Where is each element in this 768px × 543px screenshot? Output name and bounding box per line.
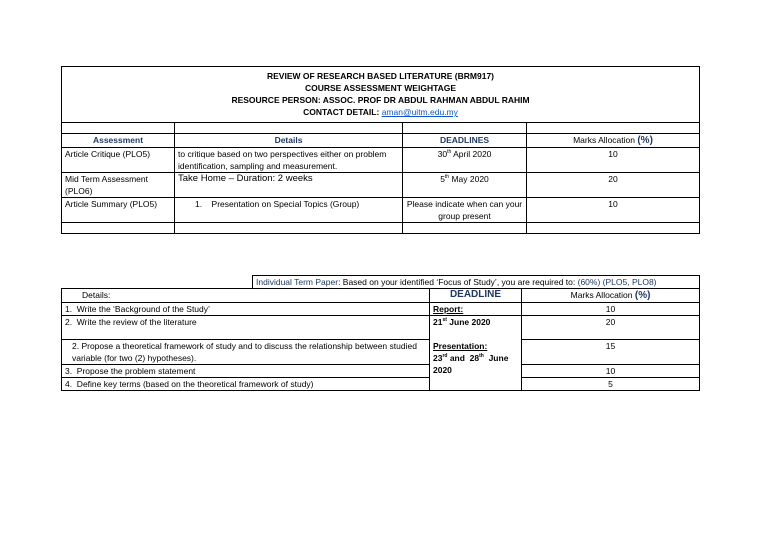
task-1-marks: 10 bbox=[522, 303, 700, 316]
assessment-table bbox=[61, 66, 700, 234]
header-details: Details: bbox=[62, 289, 430, 303]
row1-details: to critique based on two perspectives either on problem identification, sampling and measurement. bbox=[175, 148, 403, 173]
row2-deadline: 5th May 2020 bbox=[403, 173, 527, 198]
header-marks: Marks Allocation (%) bbox=[527, 134, 700, 148]
report-deadline: Report: bbox=[430, 303, 522, 316]
presentation-date: 23rd and 28th June bbox=[433, 352, 509, 363]
task-5: 4. Define key terms (based on the theoretical framework of study) bbox=[62, 378, 430, 391]
task-3-marks: 15 bbox=[522, 340, 700, 365]
row1-marks: 10 bbox=[527, 148, 700, 173]
header-assessment: Assessment bbox=[62, 134, 175, 148]
task-2: 2. Write the review of the literature bbox=[62, 316, 430, 340]
task-5-marks: 5 bbox=[522, 378, 700, 391]
row2-marks: 20 bbox=[527, 173, 700, 198]
table-row bbox=[62, 316, 700, 340]
header-deadlines: DEADLINES bbox=[403, 134, 527, 148]
contact-detail: CONTACT DETAIL: aman@uitm.edu.my bbox=[303, 107, 458, 117]
row1-assessment: Article Critique (PLO5) bbox=[62, 148, 175, 173]
task-4-marks: 10 bbox=[522, 365, 700, 378]
resource-person: RESOURCE PERSON: ASSOC. PROF DR ABDUL RAHMAN ABDUL RAHIM bbox=[231, 95, 530, 105]
table-row bbox=[62, 148, 700, 173]
task-1: 1. Write the ‘Background of the Study’ bbox=[62, 303, 430, 316]
task-3: 2. Propose a theoretical framework of study and to discuss the relationship between studied variable (for two (2) hypotheses). bbox=[62, 340, 430, 365]
spacer-row bbox=[62, 223, 700, 234]
course-subtitle: COURSE ASSESSMENT WEIGHTAGE bbox=[304, 83, 457, 93]
row3-details: 1. Presentation on Special Topics (Group) bbox=[175, 198, 403, 223]
table-row bbox=[62, 378, 700, 391]
title-block bbox=[62, 67, 700, 123]
row2-assessment: Mid Term Assessment (PLO6) bbox=[62, 173, 175, 198]
term-paper-table bbox=[61, 275, 700, 391]
table-row bbox=[62, 198, 700, 223]
term-paper-banner: Individual Term Paper: Based on your identified ‘Focus of Study’, you are required to: (60%) (PLO5, PLO8) bbox=[253, 276, 700, 289]
presentation-year: 2020 bbox=[433, 364, 452, 375]
task-4: 3. Propose the problem statement bbox=[62, 365, 430, 378]
table2-header bbox=[62, 289, 700, 303]
row1-deadline: 30th April 2020 bbox=[403, 148, 527, 173]
row3-assessment: Article Summary (PLO5) bbox=[62, 198, 175, 223]
table-row bbox=[62, 365, 700, 378]
header-details: Details bbox=[175, 134, 403, 148]
table-row bbox=[62, 303, 700, 316]
course-title: REVIEW OF RESEARCH BASED LITERATURE (BRM917) bbox=[267, 71, 494, 81]
banner-row bbox=[62, 276, 700, 289]
table-row bbox=[62, 173, 700, 198]
title-row bbox=[62, 67, 700, 123]
report-date: 21st June 2020 bbox=[430, 316, 522, 340]
table1-header bbox=[62, 134, 700, 148]
row2-details: Take Home – Duration: 2 weeks bbox=[175, 173, 403, 198]
header-marks: Marks Allocation (%) bbox=[522, 289, 700, 303]
row3-deadline: Please indicate when can your group present bbox=[403, 198, 527, 223]
presentation-deadline: Presentation: 23rd and 28th June 2020 bbox=[430, 340, 522, 391]
table-row bbox=[62, 340, 700, 365]
task-2-marks: 20 bbox=[522, 316, 700, 340]
contact-email-link[interactable]: aman@uitm.edu.my bbox=[381, 107, 458, 117]
row3-marks: 10 bbox=[527, 198, 700, 223]
header-deadline: DEADLINE bbox=[430, 289, 522, 303]
spacer-row bbox=[62, 123, 700, 134]
